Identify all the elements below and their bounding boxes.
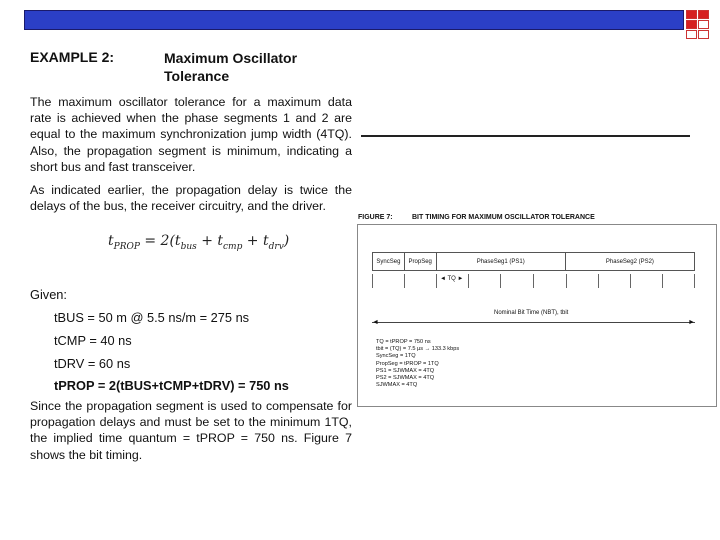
nbt-line bbox=[372, 322, 695, 323]
given-prop: tPROP = 2(tBUS+tCMP+tDRV) = 750 ns bbox=[54, 378, 289, 393]
segment-propseg: PropSeg bbox=[405, 253, 437, 270]
corner-grid-decoration bbox=[686, 10, 710, 42]
arrow-left-icon: ◄ bbox=[372, 319, 379, 326]
figure-label: FIGURE 7: bbox=[358, 214, 393, 221]
title-bar bbox=[24, 10, 684, 30]
example-label: EXAMPLE 2: bbox=[30, 49, 115, 65]
figure-notes: TQ = tPROP = 750 ns tbit = (TQ) = 7.5 µs → 133.3 kbps SyncSeg = 1TQ PropSeg = tPROP = 1TQ PS1 = SJWMAX = 4TQ PS2 = SJWMAX = 4TQ SJWMAX = 4TQ bbox=[376, 339, 460, 389]
figure-title: BIT TIMING FOR MAXIMUM OSCILLATOR TOLERANCE bbox=[412, 214, 595, 221]
paragraph-intro: The maximum oscillator tolerance for a maximum data rate is achieved when the phase segments 1 and 2 are equal to the maximum synchronization jump width (4TQ). Also, the propagation segment is minimum, indicating a short bus and fast transceiver. bbox=[30, 95, 352, 174]
segment-phaseseg2: PhaseSeg2 (PS2) bbox=[605, 258, 654, 265]
given-bus: tBUS = 50 m @ 5.5 ns/m = 275 ns bbox=[54, 310, 250, 325]
paragraph-conclusion: Since the propagation segment is used to compensate for propagation delays and must be set to the minimum 1TQ, the implied time quantum = tPROP = 750 ns. Figure 7 shows the bit timing. bbox=[30, 399, 352, 462]
paragraph-propagation: As indicated earlier, the propagation delay is twice the delays of the bus, the receiver circuitry, and the driver. bbox=[30, 183, 352, 214]
nbt-label: Nominal Bit Time (NBT), tbit bbox=[494, 310, 569, 316]
example-title: Maximum Oscillator Tolerance bbox=[164, 50, 298, 84]
tq-ticks bbox=[372, 274, 695, 288]
arrow-right-icon: ► bbox=[688, 319, 695, 326]
segment-phaseseg1: PhaseSeg1 (PS1) bbox=[437, 253, 566, 270]
given-drv: tDRV = 60 ns bbox=[54, 356, 131, 371]
segment-syncseg: SyncSeg bbox=[373, 253, 405, 270]
segment-row bbox=[372, 252, 695, 271]
propagation-formula: $t_{PROP} = 2(t_{bus} + t_{cmp} + t_{drv})$ bbox=[108, 233, 290, 252]
divider-line bbox=[361, 135, 690, 137]
given-label: Given: bbox=[30, 287, 67, 302]
given-cmp: tCMP = 40 ns bbox=[54, 333, 132, 348]
tq-label: ◄ TQ ► bbox=[440, 276, 464, 282]
